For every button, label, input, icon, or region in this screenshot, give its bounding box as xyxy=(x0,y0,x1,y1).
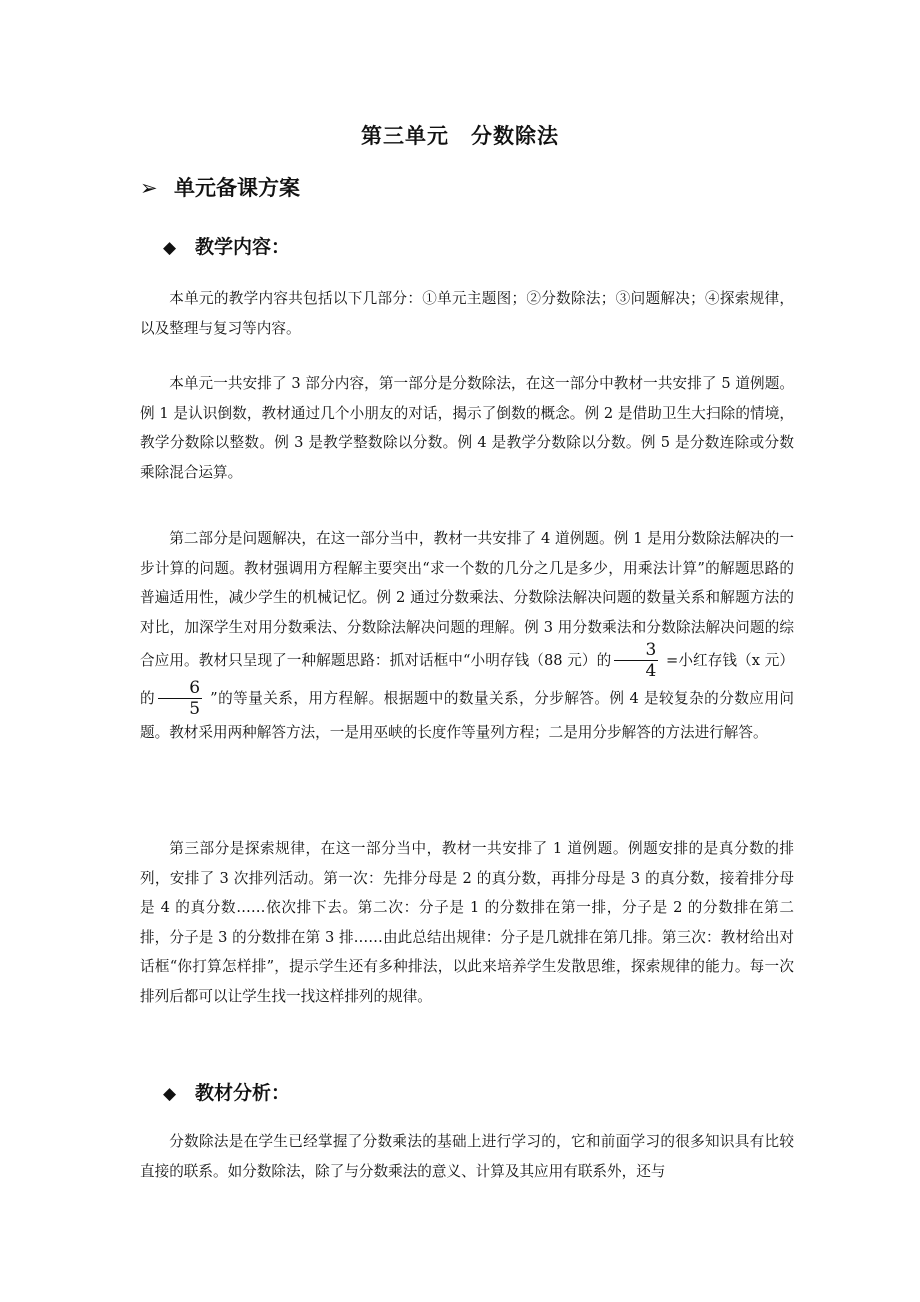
fraction-numerator: 3 xyxy=(614,642,658,661)
paragraph-text: 第二部分是问题解决，在这一部分当中，教材一共安排了 4 道例题。例 1 是用分数除法解决的一步计算的问题。教材强调用方程解主要突出“求一个数的几分之几是多少，用乘法计算”的解题思路的普遍适用性，减少学生的机械记忆。例 2 通过分数乘法、分数除法解决问题的数量关系和解题方法的对比，加深学生对用分数乘法、分数除法解决问题的理解。例 3 用分数乘法和分数除法解决问题的综合应用。教材只呈现了一种解题思路：抓对话框中“小明存钱（88 元）的 xyxy=(140,530,794,669)
fraction-three-quarters xyxy=(614,642,658,680)
content-paragraph-1: 本单元的教学内容共包括以下几部分：①单元主题图；②分数除法；③问题解决；④探索规律，以及整理与复习等内容。 xyxy=(140,290,794,337)
fraction-numerator: 6 xyxy=(158,680,202,699)
diamond-bullet-icon: ◆ xyxy=(163,238,177,258)
analysis-paragraph-1: 分数除法是在学生已经掌握了分数乘法的基础上进行学习的，它和前面学习的很多知识具有比较直接的联系。如分数除法，除了与分数乘法的意义、计算及其应用有联系外，还与 xyxy=(140,1133,794,1180)
arrow-bullet-icon: ➢ xyxy=(140,176,158,200)
paragraph-text: =小红存钱（x 元）的 xyxy=(140,652,794,707)
content-paragraph-4: 第三部分是探索规律，在这一部分当中，教材一共安排了 1 道例题。例题安排的是真分数的排列，安排了 3 次排列活动。第一次：先排分母是 2 的真分数，再排分母是 3 的真分数，接着排分母是 4 的真分数……依次排下去。第二次：分子是 1 的分数排在第一排，分子是 2 的分数排在第二排，分子是 3 的分数排在第 3 排……由此总结出规律：分子是几就排在第几排。第三次：教材给出对话框“你打算怎样排”，提示学生还有多种排法，以此来培养学生发散思维，探索规律的能力。每一次排列后都可以让学生找一找这样排列的规律。 xyxy=(140,840,794,1005)
content-heading xyxy=(163,232,290,259)
paragraph-text: ”的等量关系，用方程解。根据题中的数量关系，分步解答。例 4 是较复杂的分数应用问题。教材采用两种解答方法，一是用巫峡的长度作等量列方程；二是用分步解答的方法进行解答。 xyxy=(140,690,794,741)
content-heading-label: 教学内容： xyxy=(195,236,291,258)
fraction-six-fifths xyxy=(158,680,202,718)
analysis-heading-label: 教材分析： xyxy=(195,1082,291,1104)
content-paragraph-3 xyxy=(140,524,794,748)
analysis-heading xyxy=(163,1078,290,1105)
fraction-denominator: 5 xyxy=(189,699,201,719)
section-heading xyxy=(140,172,300,202)
diamond-bullet-icon: ◆ xyxy=(163,1084,177,1104)
section-heading-label: 单元备课方案 xyxy=(174,176,300,200)
page-title: 第三单元 分数除法 xyxy=(361,124,559,148)
content-paragraph-2: 本单元一共安排了 3 部分内容，第一部分是分数除法，在这一部分中教材一共安排了 5 道例题。例 1 是认识倒数，教材通过几个小朋友的对话，揭示了倒数的概念。例 2 是借助卫生大扫除的情境，教学分数除以整数。例 3 是教学整数除以分数。例 4 是教学分数除以分数。例 5 是分数连除或分数乘除混合运算。 xyxy=(140,375,794,481)
fraction-denominator: 4 xyxy=(645,661,657,681)
